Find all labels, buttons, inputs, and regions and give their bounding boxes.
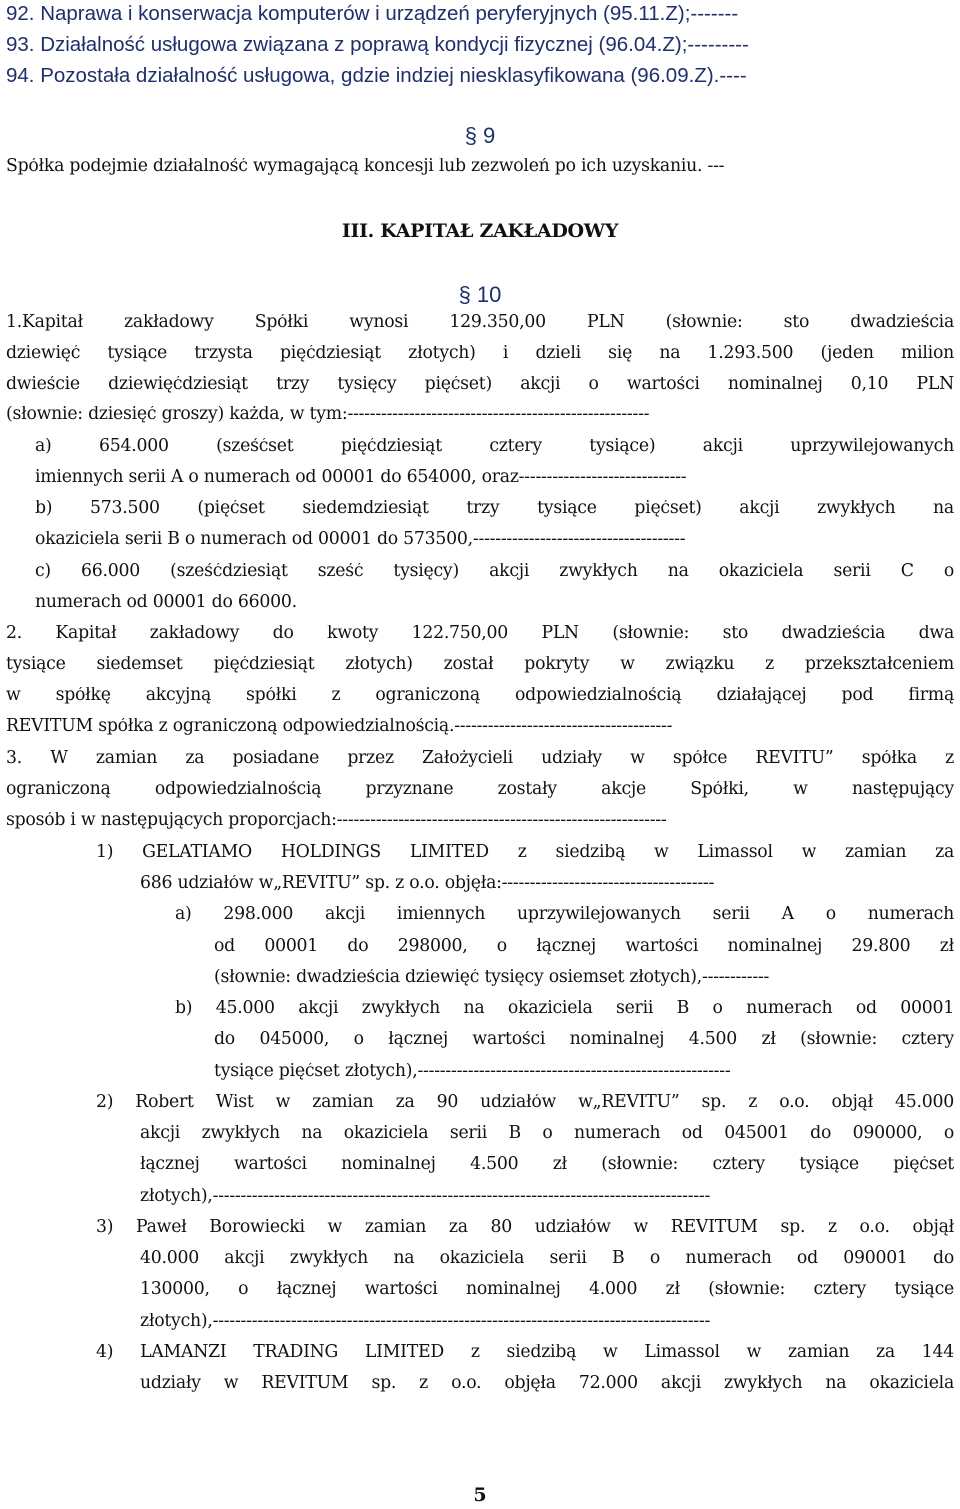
paragraph-2-line-4: REVITUM spółka z ograniczoną odpowiedzialnością.---------------------------------------: [6, 718, 673, 736]
section-9-text: Spółka podejmie działalność wymagającą koncesji lub zezwoleń po ich uzyskaniu. ---: [6, 158, 725, 176]
paragraph-3-line-1: 3. W zamian za posiadane przez Założycieli udziały w spółce REVITU” spółka z: [6, 750, 954, 768]
item-c-line-2: numerach od 00001 do 66000.: [35, 594, 297, 612]
section-9-heading: § 9: [464, 125, 496, 147]
shareholder-3-line-1: 3) Paweł Borowiecki w zamian za 80 udziałów w REVITUM sp. z o.o. objął: [96, 1219, 954, 1237]
shareholder-4-line-2: udziały w REVITUM sp. z o.o. objęła 72.000 akcji zwykłych na okaziciela: [140, 1375, 954, 1393]
shareholder-4-line-1: 4) LAMANZI TRADING LIMITED z siedzibą w Limassol w zamian za 144: [96, 1344, 954, 1362]
shareholder-2-line-3: łącznej wartości nominalnej 4.500 zł (słownie: cztery tysiące pięćset: [140, 1156, 954, 1174]
shareholder-2-line-4: złotych),-----------------------------------------------------------------------------------------: [140, 1188, 711, 1206]
paragraph-2-line-1: 2. Kapitał zakładowy do kwoty 122.750,00 PLN (słownie: sto dwadzieścia dwa: [6, 625, 954, 643]
paragraph-1-line-3: dwieście dziewięćdziesiąt trzy tysięcy pięćset) akcji o wartości nominalnej 0,10 PLN: [6, 376, 954, 394]
shareholder-1-b-line-3: tysiące pięćset złotych),--------------------------------------------------------: [214, 1063, 731, 1081]
shareholder-1-b-line-1: b) 45.000 akcji zwykłych na okaziciela serii B o numerach od 00001: [175, 1000, 954, 1018]
shareholder-1-line-2: 686 udziałów w„REVITU” sp. z o.o. objęła:--------------------------------------: [140, 875, 715, 893]
list-item-94: 94. Pozostała działalność usługowa, gdzie indziej niesklasyfikowana (96.09.Z).----: [6, 66, 747, 87]
item-b-line-2: okaziciela serii B o numerach od 00001 do 573500,--------------------------------------: [35, 531, 686, 549]
paragraph-2-line-2: tysiące siedemset pięćdziesiąt złotych) został pokryty w związku z przekształceniem: [6, 656, 954, 674]
chapter-iii-heading: III. KAPITAŁ ZAKŁADOWY: [341, 222, 619, 241]
paragraph-1-line-1: 1.Kapitał zakładowy Spółki wynosi 129.350,00 PLN (słownie: sto dwadzieścia: [6, 314, 954, 332]
shareholder-1-a-line-2: od 00001 do 298000, o łącznej wartości nominalnej 29.800 zł: [214, 938, 954, 956]
shareholder-1-b-line-2: do 045000, o łącznej wartości nominalnej 4.500 zł (słownie: cztery: [214, 1031, 954, 1049]
paragraph-3-line-3: sposób i w następujących proporcjach:-----------------------------------------------------------: [6, 812, 667, 830]
item-a-line-1: a) 654.000 (sześćset pięćdziesiąt cztery tysiące) akcji uprzywilejowanych: [35, 438, 954, 456]
shareholder-1-line-1: 1) GELATIAMO HOLDINGS LIMITED z siedzibą w Limassol w zamian za: [96, 844, 954, 862]
page-number: 5: [473, 1486, 487, 1505]
shareholder-3-line-2: 40.000 akcji zwykłych na okaziciela serii B o numerach od 090001 do: [140, 1250, 954, 1268]
shareholder-2-line-1: 2) Robert Wist w zamian za 90 udziałów w„REVITU” sp. z o.o. objął 45.000: [96, 1094, 954, 1112]
list-item-92: 92. Naprawa i konserwacja komputerów i urządzeń peryferyjnych (95.11.Z);-------: [6, 4, 739, 25]
shareholder-2-line-2: akcji zwykłych na okaziciela serii B o numerach od 045001 do 090000, o: [140, 1125, 954, 1143]
shareholder-1-a-line-3: (słownie: dwadzieścia dziewięć tysięcy osiemset złotych),------------: [214, 969, 770, 987]
paragraph-1-line-4: (słownie: dziesięć groszy) każda, w tym:------------------------------------------------------: [6, 406, 650, 424]
shareholder-3-line-3: 130000, o łącznej wartości nominalnej 4.000 zł (słownie: cztery tysiące: [140, 1281, 954, 1299]
paragraph-2-line-3: w spółkę akcyjną spółki z ograniczoną odpowiedzialnością działającej pod firmą: [6, 687, 954, 705]
paragraph-3-line-2: ograniczoną odpowiedzialnością przyznane zostały akcje Spółki, w następujący: [6, 781, 954, 799]
list-item-93: 93. Działalność usługowa związana z poprawą kondycji fizycznej (96.04.Z);---------: [6, 35, 749, 56]
item-c-line-1: c) 66.000 (sześćdziesiąt sześć tysięcy) akcji zwykłych na okaziciela serii C o: [35, 563, 954, 581]
paragraph-1-line-2: dziewięć tysiące trzysta pięćdziesiąt złotych) i dzieli się na 1.293.500 (jeden milion: [6, 345, 954, 363]
shareholder-1-a-line-1: a) 298.000 akcji imiennych uprzywilejowanych serii A o numerach: [175, 906, 954, 924]
item-b-line-1: b) 573.500 (pięćset siedemdziesiąt trzy tysiące pięćset) akcji zwykłych na: [35, 500, 954, 518]
section-10-heading: § 10: [458, 284, 502, 306]
item-a-line-2: imiennych serii A o numerach od 00001 do 654000, oraz------------------------------: [35, 469, 687, 487]
shareholder-3-line-4: złotych),-----------------------------------------------------------------------------------------: [140, 1313, 711, 1331]
